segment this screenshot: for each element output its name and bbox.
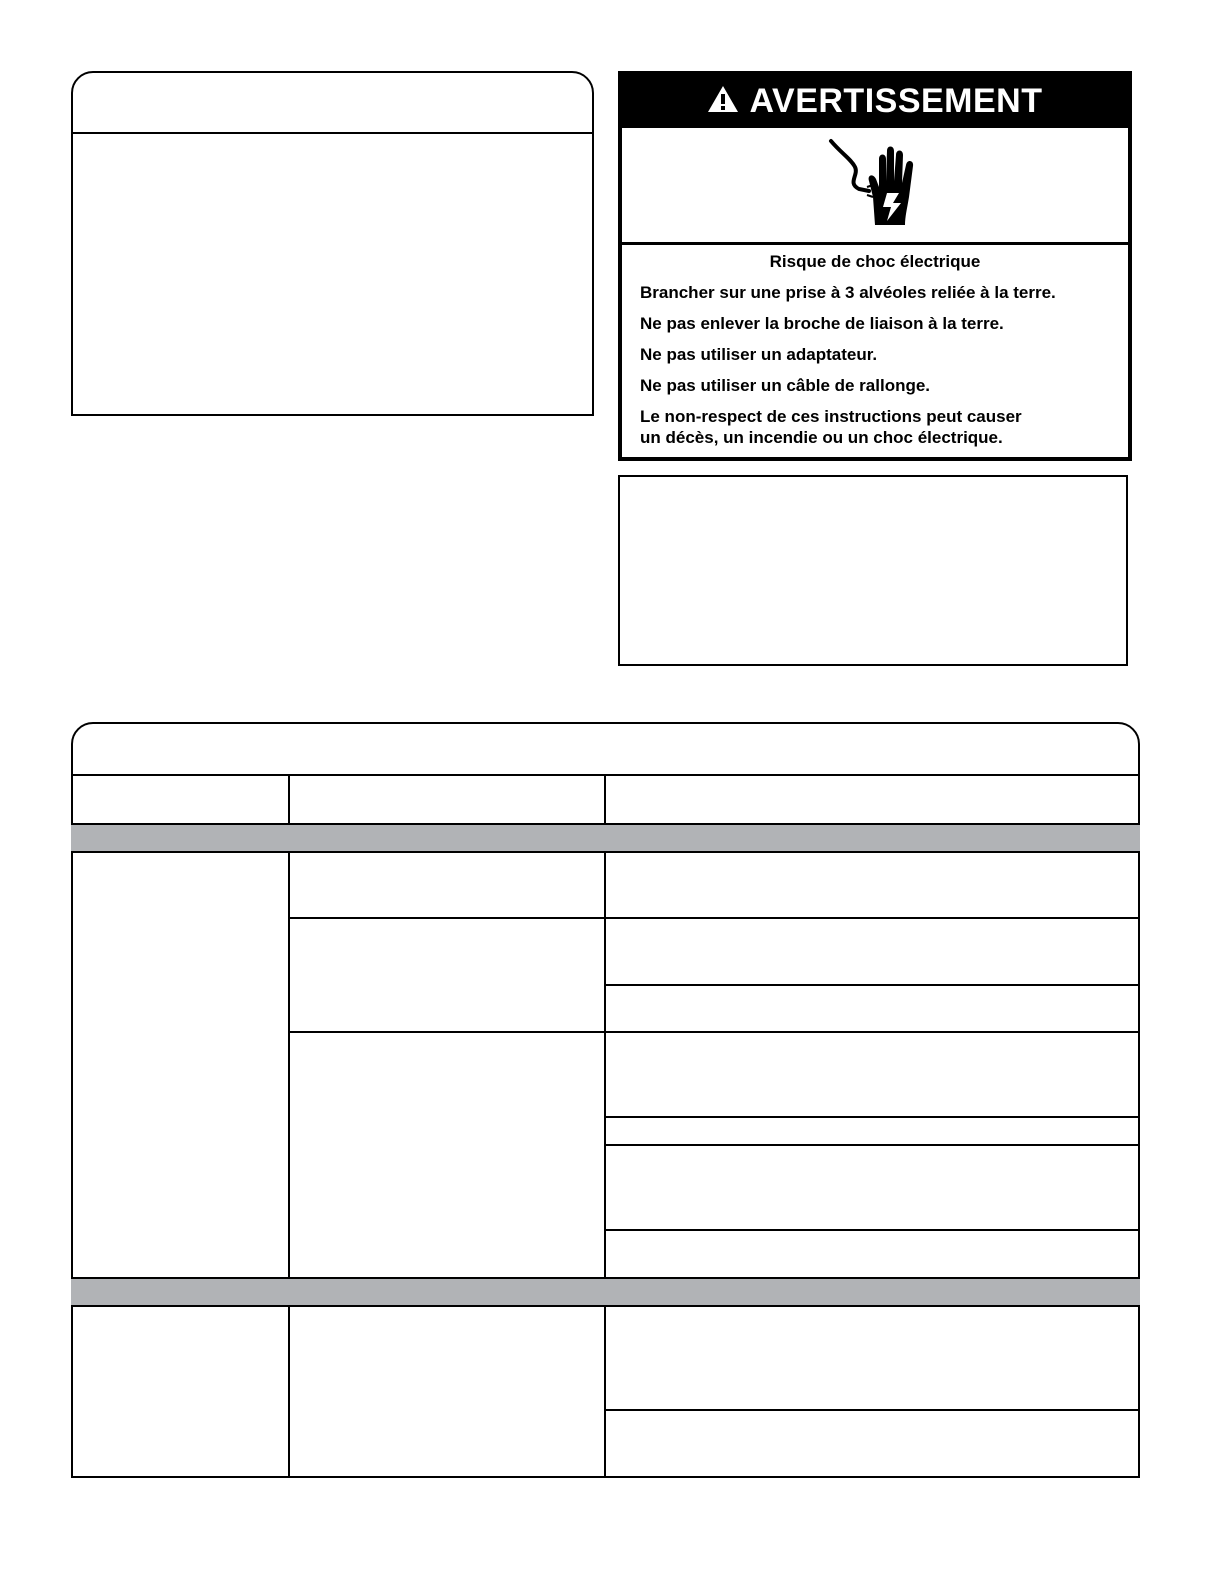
warning-line: Brancher sur une prise à 3 alvéoles reliée à la terre. — [640, 283, 1056, 302]
warning-icon-area — [622, 128, 1128, 245]
section-band-2 — [71, 1277, 1140, 1307]
column-divider-2 — [604, 1306, 606, 1478]
warning-consequence-line-1: Le non-respect de ces instructions peut causer — [640, 407, 1022, 426]
warning-line: Ne pas enlever la broche de liaison à la terre. — [640, 314, 1004, 333]
top-left-panel-divider — [71, 132, 594, 134]
row-divider — [604, 1229, 1140, 1231]
row-divider — [288, 1031, 1140, 1033]
warning-subtitle: Risque de choc électrique — [769, 252, 981, 271]
electric-shock-hand-icon — [825, 137, 925, 234]
warning-title: AVERTISSEMENT — [749, 82, 1043, 120]
warning-consequence-line-2: un décès, un incendie ou un choc électrique. — [640, 428, 1003, 447]
row-divider — [288, 917, 1140, 919]
warning-box — [618, 71, 1132, 461]
section-band-1 — [71, 823, 1140, 853]
row-divider — [604, 1116, 1140, 1118]
warning-line: Ne pas utiliser un adaptateur. — [640, 345, 878, 364]
column-divider-1 — [288, 774, 290, 824]
warning-line: Ne pas utiliser un câble de rallonge. — [640, 376, 931, 395]
warning-header — [622, 75, 1128, 128]
top-left-panel — [71, 71, 594, 416]
column-divider-1 — [288, 1306, 290, 1478]
warning-consequence — [640, 406, 1110, 448]
warning-text — [622, 242, 1128, 457]
column-divider-2 — [604, 774, 606, 824]
row-divider — [604, 984, 1140, 986]
row-divider — [604, 1409, 1140, 1411]
warning-triangle-icon — [707, 85, 739, 118]
right-empty-box — [618, 475, 1128, 666]
row-divider — [604, 1144, 1140, 1146]
